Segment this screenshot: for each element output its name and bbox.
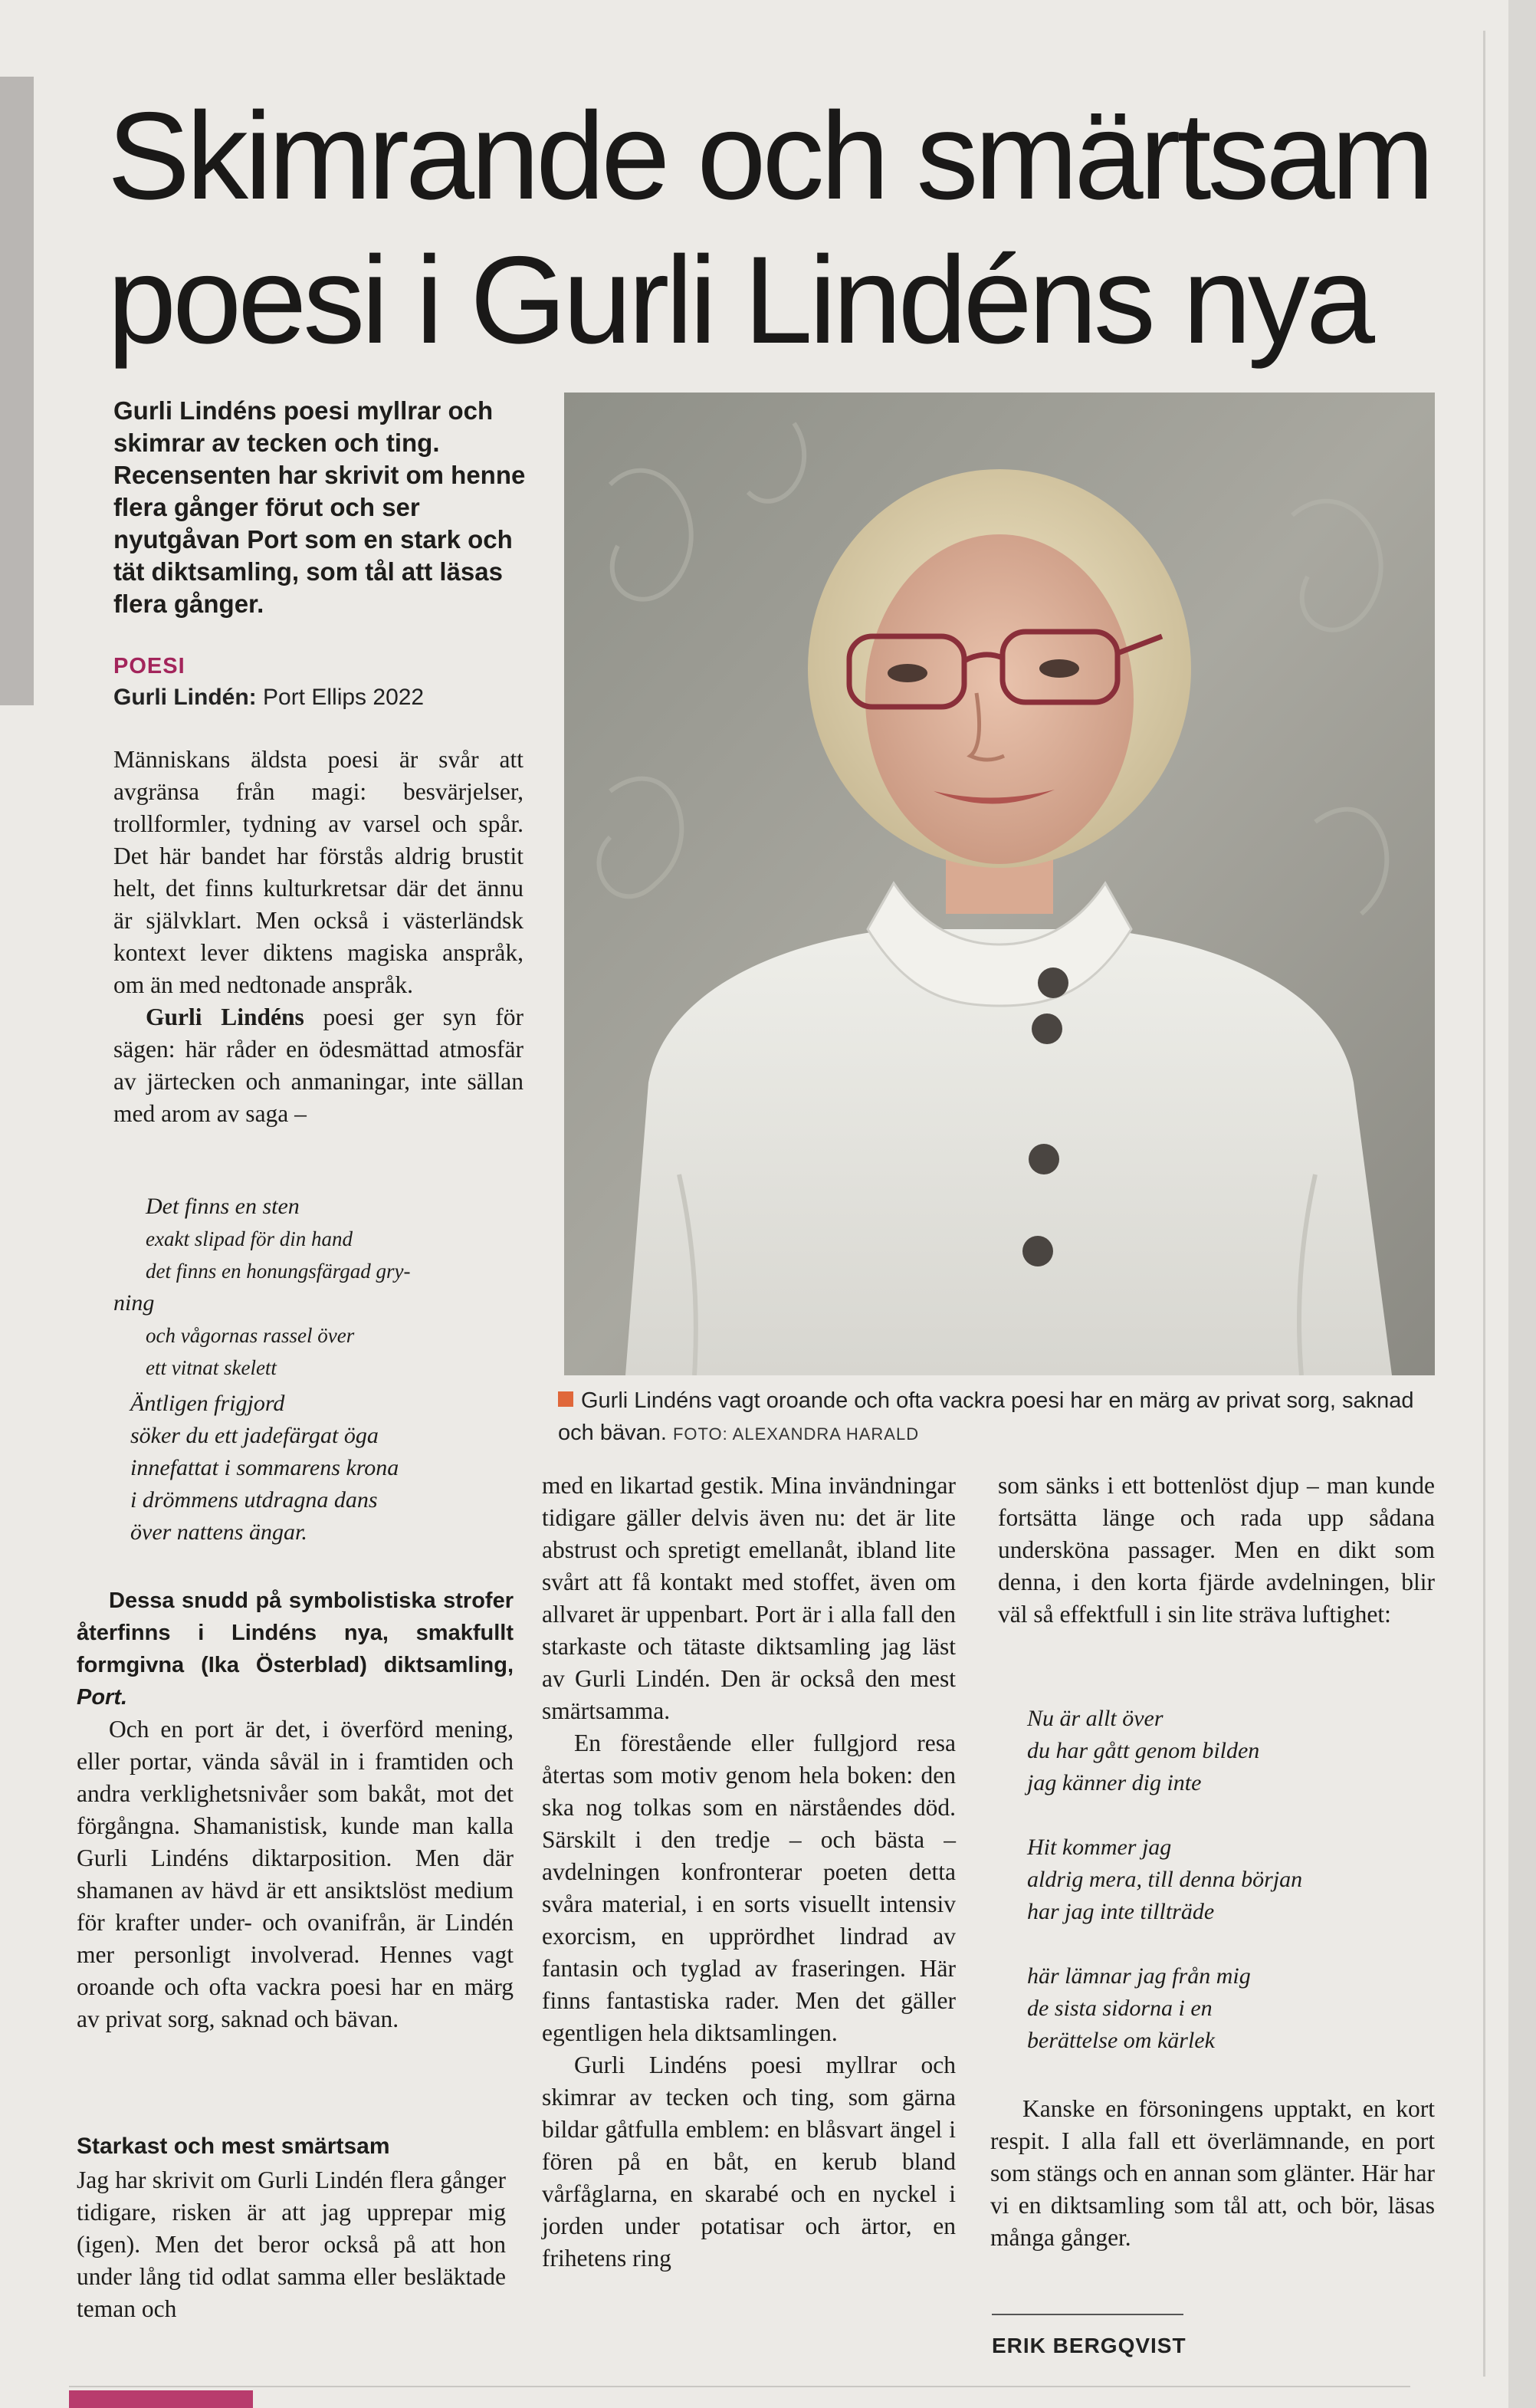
caption-text: Gurli Lindéns vagt oroande och ofta vackra poesi har en märg av privat sorg, saknad och bävan. bbox=[558, 1388, 1414, 1445]
article-column-3 bbox=[998, 1470, 1435, 1631]
poem-line: jag känner dig inte bbox=[1027, 1770, 1202, 1795]
poem-line: har jag inte tillträde bbox=[1027, 1899, 1215, 1924]
poem-line: och vågornas rassel över bbox=[146, 1324, 355, 1347]
poem-excerpt-2 bbox=[113, 1388, 543, 1549]
bottom-accent-bar bbox=[69, 2390, 253, 2408]
poem-line: i drömmens utdragna dans bbox=[130, 1487, 378, 1513]
poem-line bbox=[1027, 1928, 1426, 1960]
book-info bbox=[113, 685, 543, 711]
book-title-inline: Port. bbox=[77, 1685, 128, 1710]
page-edge-left bbox=[0, 77, 34, 705]
poem-line: berättelse om kärlek bbox=[1027, 2028, 1215, 2053]
poem-line: ett vitnat skelett bbox=[146, 1356, 277, 1379]
body-paragraph: Och en port är det, i överförd mening, eller portar, vända såväl in i framtiden och andra verklighetsnivåer som bakåt, mot det förgångna. Shamanistisk, kunde man kalla Gurli Lindéns diktarposition. Men där shamanen av hävd är ett ansiktslöst medium för krafter under- och ovanifrån, är Lindén mer personligt involverad. Hennes vagt oroande och ofta vackra poesi har en märg av privat sorg, saknad och bävan. bbox=[77, 1716, 514, 2032]
article-column-3-end bbox=[990, 2093, 1435, 2254]
byline: ERIK BERGQVIST bbox=[992, 2334, 1186, 2357]
poem-line: du har gått genom bilden bbox=[1027, 1738, 1260, 1763]
poem-line: exakt slipad för din hand bbox=[146, 1227, 353, 1250]
poem-line: aldrig mera, till denna början bbox=[1027, 1867, 1303, 1892]
caption-marker bbox=[558, 1391, 573, 1407]
body-paragraph: En förestående eller fullgjord resa återtas som motiv genom hela boken: den ska nog tolkas som en närståendes död. Särskilt i den tredje – och bästa – avdelningen konfronterar poeten detta svåra material, i en sorts visuellt intensiv exorcism, en upprördhet lindrad av fantasin och tyglad av fraseringen. Här finns fantastiska rader. Men det gäller egentligen hela diktsamlingen. bbox=[542, 1730, 956, 2046]
article-column-1 bbox=[113, 744, 523, 1130]
inline-text: diktsamling, bbox=[366, 1653, 514, 1677]
bottom-rule bbox=[69, 2386, 1410, 2387]
photo-credit: FOTO: ALEXANDRA HARALD bbox=[672, 1424, 920, 1444]
poem-line: de sista sidorna i en bbox=[1027, 1996, 1213, 2021]
headline bbox=[107, 84, 1441, 373]
poem-line bbox=[1027, 1799, 1426, 1831]
body-paragraph bbox=[77, 1585, 514, 1713]
body-paragraph: Människans äldsta poesi är svår att avgränsa från magi: besvärjelser, trollformler, tydning av varsel och spår. Det här bandet har förstås aldrig brustit helt, det finns kulturkretsar där det ännu är självklart. Men också i västerländsk kontext lever diktens magiska anspråk, om än med nedtonade anspråk. bbox=[113, 746, 523, 998]
subheading: Starkast och mest smärtsam bbox=[77, 2134, 390, 2159]
poem-line: Hit kommer jag bbox=[1027, 1835, 1172, 1860]
page-edge-right bbox=[1508, 0, 1536, 2408]
poem-line: Det finns en sten bbox=[146, 1194, 300, 1219]
poem-line: ning bbox=[113, 1290, 155, 1316]
designer-credit: (Ika Österblad) bbox=[201, 1653, 367, 1677]
body-paragraph: Gurli Lindéns poesi myllrar och skimrar av tecken och ting, som gärna bildar gåtfulla emblem: en blåsvart ängel i fören på en båt, en kerub bland vårfåglarna, en skarabé och en nyckel i jorden under potatisar och ärtor, en frihetens ring bbox=[542, 2052, 956, 2272]
poem-line: Nu är allt över bbox=[1027, 1706, 1163, 1731]
inline-text: Dessa snudd på symbolistiska strofer återfinns i Lindéns nya, smakfullt formgivna bbox=[77, 1588, 514, 1677]
article-column-1-end bbox=[77, 2164, 506, 2325]
headline-line-2: poesi i Gurli Lindéns nya bbox=[107, 231, 1372, 370]
poem-line: det finns en honungsfärgad gry- bbox=[146, 1260, 411, 1283]
poem-line: Äntligen frigjord bbox=[130, 1391, 285, 1416]
body-paragraph bbox=[113, 1001, 523, 1130]
poem-line: över nattens ängar. bbox=[130, 1519, 307, 1545]
inline-bold: Gurli Lindéns bbox=[146, 1004, 304, 1030]
book-title: Port Ellips 2022 bbox=[263, 685, 425, 710]
poem-line: här lämnar jag från mig bbox=[1027, 1963, 1251, 1989]
inline-text: poesi ger syn för sägen: här råder en ödesmättad atmosfär av järtecken och anmaningar, inte sällan med arom av saga – bbox=[113, 1004, 523, 1127]
article-column-1-lower bbox=[77, 1585, 514, 2035]
body-paragraph: Kanske en försoningens upptakt, en kort respit. I alla fall ett överlämnande, en port som stängs och en annan som glänter. Här har vi en diktsamling som tål att, och bör, läsas många gånger. bbox=[990, 2095, 1435, 2251]
author-portrait-illustration bbox=[564, 393, 1435, 1375]
photo-caption bbox=[558, 1385, 1439, 1450]
author-photo bbox=[564, 393, 1435, 1375]
book-author: Gurli Lindén: bbox=[113, 685, 257, 710]
section-label: POESI bbox=[113, 654, 185, 678]
body-paragraph: som sänks i ett bottenlöst djup – man kunde fortsätta länge och rada upp sådana undersköna passager. Men en dikt som denna, i den korta fjärde avdelningen, blir väl så effektfull i sin lite sträva luftighet: bbox=[998, 1472, 1435, 1628]
body-paragraph: Jag har skrivit om Gurli Lindén flera gånger tidigare, risken är att jag upprepar mig (igen). Men det beror också på att hon under lång tid odlat samma eller besläktade teman och bbox=[77, 2167, 506, 2322]
poem-line: innefattat i sommarens krona bbox=[130, 1455, 399, 1480]
lead-paragraph: Gurli Lindéns poesi myllrar och skimrar av tecken och ting. Recensenten har skrivit om henne flera gånger förut och ser nyutgåvan Port som en stark och tät diktsamling, som tål att läsas flera gånger. bbox=[113, 396, 526, 618]
article-column-2 bbox=[542, 1470, 956, 2275]
column-rule-right bbox=[1483, 31, 1485, 2377]
body-paragraph: med en likartad gestik. Mina invändningar tidigare gäller delvis även nu: det är lite abstrust och spretigt emellanåt, ibland lite svårt att få kontakt med stoffet, även om allvaret är uppenbart. Port är i alla fall den starkaste och tätaste diktsamling jag läst av Gurli Lindén. Den är också den mest smärtsamma. bbox=[542, 1472, 956, 1724]
headline-line-1: Skimrande och smärtsam bbox=[107, 87, 1431, 225]
byline-rule bbox=[992, 2314, 1183, 2315]
poem-line: söker du ett jadefärgat öga bbox=[130, 1423, 379, 1448]
poem-excerpt-3 bbox=[1027, 1703, 1426, 2057]
poem-excerpt-1 bbox=[113, 1191, 543, 1384]
